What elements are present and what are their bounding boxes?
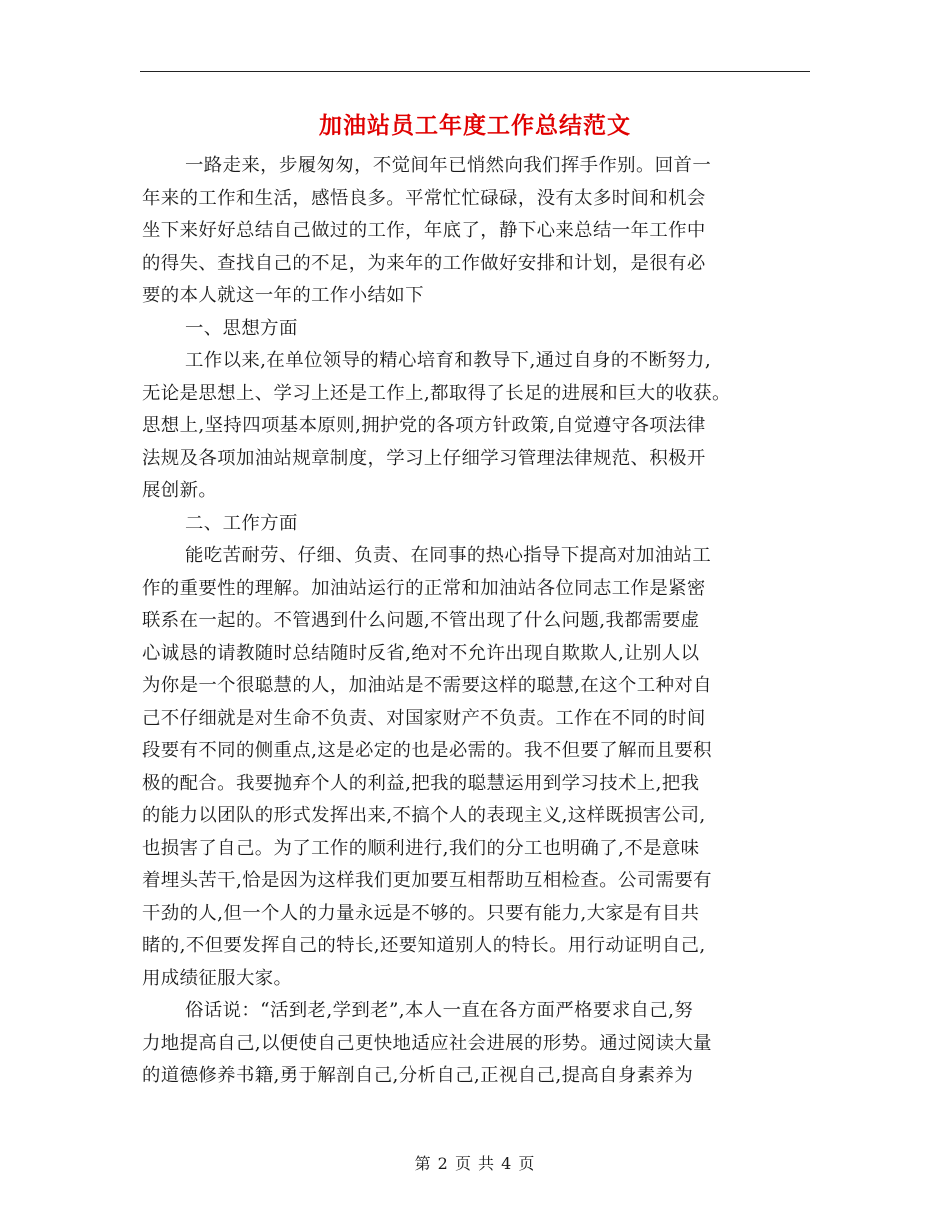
- text-line: 二、工作方面: [185, 512, 298, 534]
- document-title: 加油站员工年度工作总结范文: [319, 112, 631, 139]
- header-rule: [140, 71, 810, 72]
- text-line: 干劲的人,但一个人的力量永远是不够的。只要有能力,大家是有目共: [142, 902, 700, 924]
- text-line: 也损害了自己。为了工作的顺利进行,我们的分工也明确了,不是意味: [142, 837, 700, 859]
- text-line: 展创新。: [142, 480, 218, 501]
- text-line: 的能力以团队的形式发挥出来,不搞个人的表现主义,这样既损害公司,: [142, 805, 706, 826]
- text-line: 年来的工作和生活，感悟良多。平常忙忙碌碌，没有太多时间和机会: [142, 187, 706, 209]
- text-line: 己不仔细就是对生命不负责、对国家财产不负责。工作在不同的时间: [142, 707, 706, 729]
- text-line: 极的配合。我要抛弃个人的利益,把我的聪慧运用到学习技术上,把我: [142, 772, 700, 794]
- text-line: 一路走来，步履匆匆，不觉间年已悄然向我们挥手作别。回首一: [185, 155, 712, 176]
- text-line: 能吃苦耐劳、仔细、负责、在同事的热心指导下提高对加油站工: [185, 545, 712, 566]
- text-line: 无论是思想上、学习上还是工作上,都取得了长足的进展和巨大的收获。: [142, 382, 731, 404]
- text-line: 工作以来,在单位领导的精心培育和教导下,通过自身的不断努力,: [185, 350, 712, 371]
- text-line: 心诚恳的请教随时总结随时反省,绝对不允许出现自欺欺人,让别人以: [142, 642, 700, 664]
- text-line: 睹的,不但要发挥自己的特长,还要知道别人的特长。用行动证明自己,: [142, 935, 706, 956]
- text-line: 俗话说：“活到老,学到老”,本人一直在各方面严格要求自己,努: [185, 1000, 694, 1021]
- text-line: 的得失、查找自己的不足，为来年的工作做好安排和计划，是很有必: [142, 252, 706, 274]
- text-line: 力地提高自己,以便使自己更快地适应社会进展的形势。通过阅读大量: [142, 1032, 712, 1054]
- text-line: 为你是一个很聪慧的人，加油站是不需要这样的聪慧,在这个工种对自: [142, 675, 712, 696]
- text-line: 的道德修养书籍,勇于解剖自己,分析自己,正视自己,提高自身素养为: [142, 1065, 694, 1086]
- text-line: 一、思想方面: [185, 317, 298, 339]
- text-line: 作的重要性的理解。加油站运行的正常和加油站各位同志工作是紧密: [142, 577, 706, 599]
- text-line: 联系在一起的。不管遇到什么问题,不管出现了什么问题,我都需要虚: [142, 610, 700, 631]
- text-line: 思想上,坚持四项基本原则,拥护党的各项方针政策,自觉遵守各项法律: [142, 415, 706, 436]
- text-line: 坐下来好好总结自己做过的工作，年底了，静下心来总结一年工作中: [142, 220, 706, 241]
- text-line: 着埋头苦干,恰是因为这样我们更加要互相帮助互相检查。公司需要有: [142, 870, 712, 891]
- text-line: 要的本人就这一年的工作小结如下: [142, 285, 424, 306]
- text-line: 法规及各项加油站规章制度，学习上仔细学习管理法律规范、积极开: [142, 447, 706, 469]
- text-line: 段要有不同的侧重点,这是必定的也是必需的。我不但要了解而且要积: [142, 740, 712, 761]
- text-line: 用成绩征服大家。: [142, 967, 293, 989]
- page-footer: 第 2 页 共 4 页: [414, 1154, 536, 1173]
- document-body: [142, 150, 814, 1093]
